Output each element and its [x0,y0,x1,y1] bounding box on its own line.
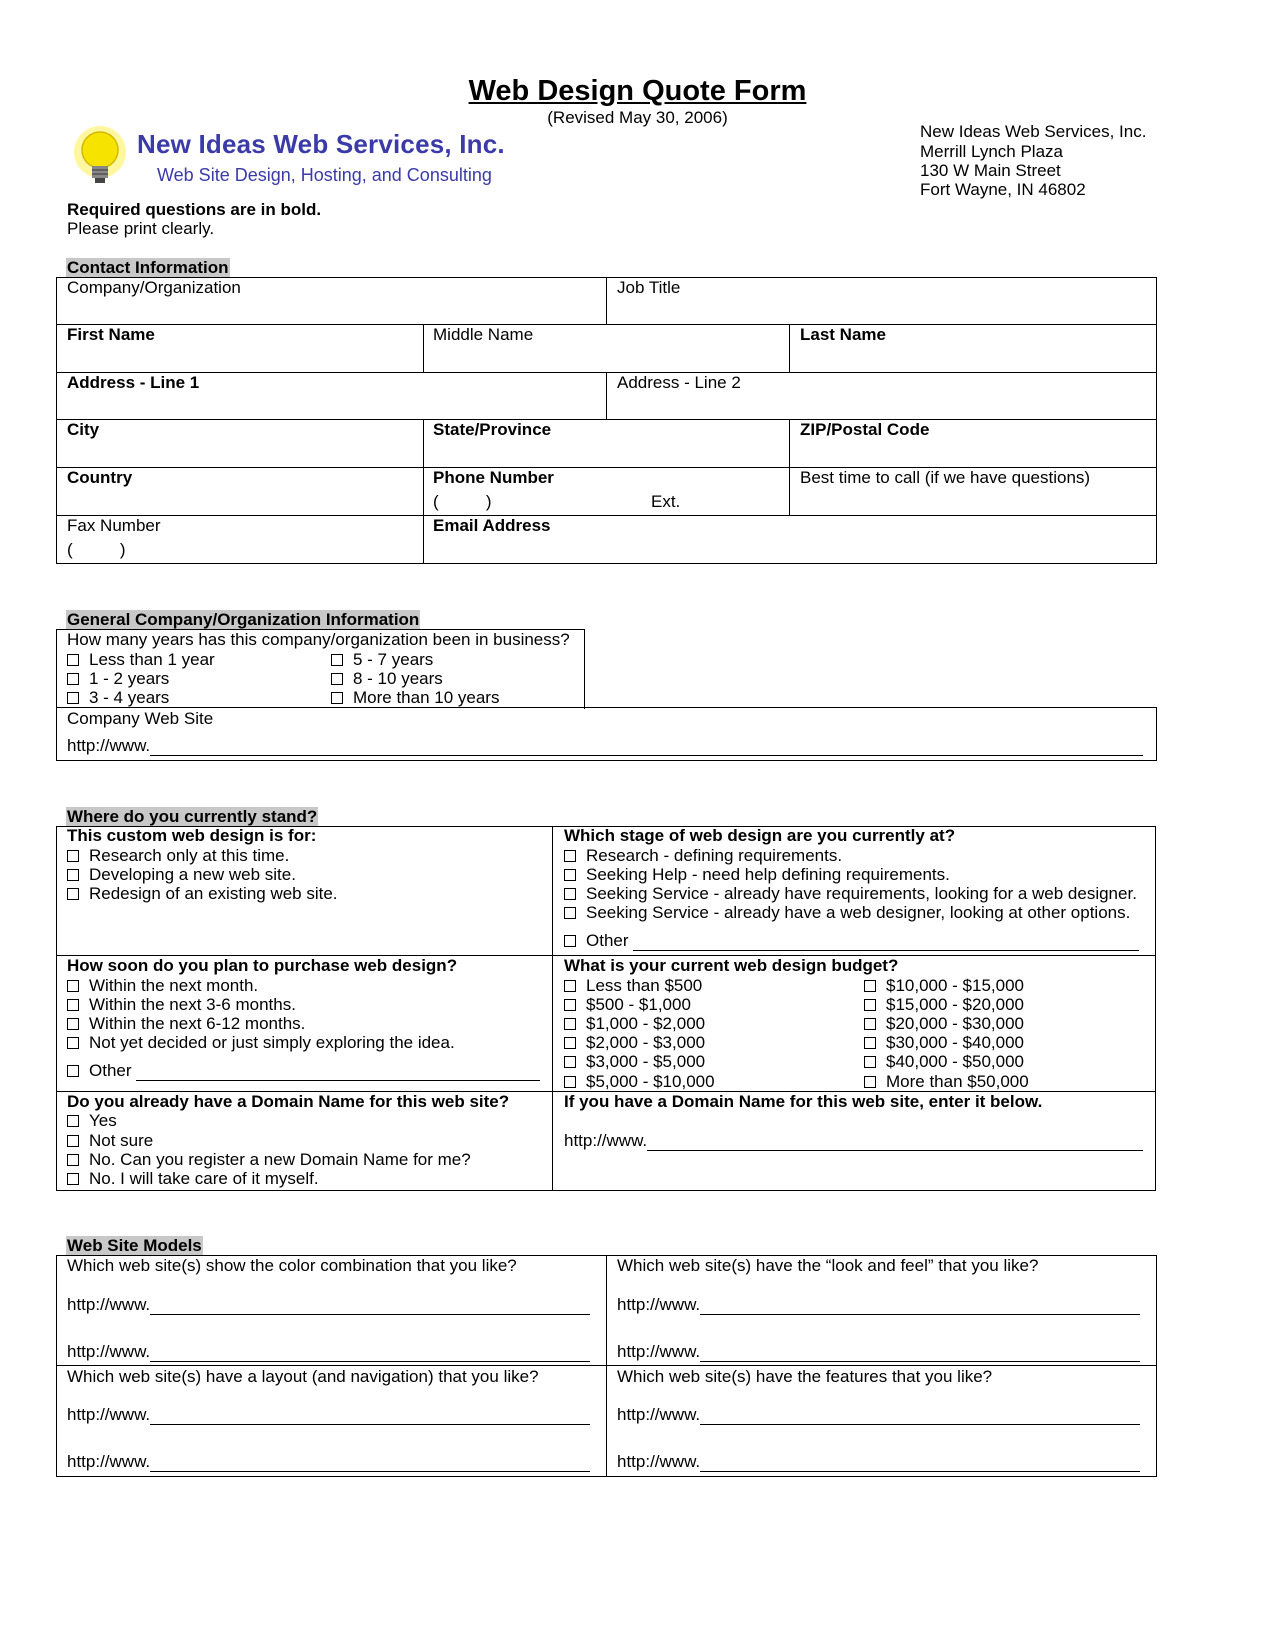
website-label: Company Web Site [67,709,214,728]
checkbox[interactable] [564,999,576,1011]
soon-question: How soon do you plan to purchase web design? [67,956,458,975]
checkbox[interactable] [564,850,576,862]
checkbox[interactable] [67,999,79,1011]
checkbox[interactable] [67,1173,79,1185]
domain-question: Do you already have a Domain Name for this web site? [67,1092,510,1111]
custom-question: This custom web design is for: [67,826,317,845]
checkbox[interactable] [564,869,576,881]
address-line-4: Fort Wayne, IN 46802 [920,180,1086,199]
checkbox[interactable] [67,654,79,666]
print-note: Please print clearly. [67,219,215,238]
required-note: Required questions are in bold. [67,200,322,219]
years-option[interactable]: 3 - 4 years [67,688,169,708]
best-time-field[interactable]: Best time to call (if we have questions) [800,468,1091,487]
budget-option[interactable]: $30,000 - $40,000 [864,1033,1024,1053]
stage-question: Which stage of web design are you currently at? [564,826,956,845]
revision-date: (Revised May 30, 2006) [547,108,728,127]
first-name-field[interactable]: First Name [67,325,155,344]
checkbox[interactable] [67,980,79,992]
checkbox[interactable] [864,980,876,992]
fax-field[interactable]: Fax Number [67,516,161,535]
company-field[interactable]: Company/Organization [67,278,241,297]
contact-heading: Contact Information [67,258,229,277]
city-field[interactable]: City [67,420,100,439]
checkbox[interactable] [564,980,576,992]
stage-option[interactable]: Seeking Service - already have requirements, looking for a web designer. [564,884,1137,904]
checkbox[interactable] [564,1037,576,1049]
budget-option[interactable]: More than $50,000 [864,1072,1029,1092]
stage-option[interactable]: Research - defining requirements. [564,846,842,866]
general-heading: General Company/Organization Information [67,610,420,629]
checkbox[interactable] [67,1065,79,1077]
features-url-field[interactable]: http://www. [617,1405,1140,1425]
layout-question: Which web site(s) have a layout (and navigation) that you like? [67,1367,539,1386]
stand-heading: Where do you currently stand? [67,807,318,826]
checkbox[interactable] [564,1076,576,1088]
soon-option[interactable]: Not yet decided or just simply exploring the idea. [67,1033,455,1053]
email-field[interactable]: Email Address [433,516,551,535]
models-heading: Web Site Models [67,1236,202,1255]
soon-option[interactable]: Within the next 3-6 months. [67,995,296,1015]
custom-option[interactable]: Research only at this time. [67,846,289,866]
soon-option[interactable]: Within the next 6-12 months. [67,1014,305,1034]
domain-option[interactable]: No. I will take care of it myself. [67,1169,319,1189]
checkbox[interactable] [564,888,576,900]
budget-question: What is your current web design budget? [564,956,899,975]
years-option[interactable]: Less than 1 year [67,650,215,670]
domain-option[interactable]: Not sure [67,1131,153,1151]
layout-url-field[interactable]: http://www. [67,1452,590,1472]
checkbox[interactable] [67,1115,79,1127]
color-question: Which web site(s) show the color combination that you like? [67,1256,517,1275]
checkbox[interactable] [67,869,79,881]
country-field[interactable]: Country [67,468,133,487]
last-name-field[interactable]: Last Name [800,325,886,344]
checkbox[interactable] [564,907,576,919]
logo-tagline: Web Site Design, Hosting, and Consulting [157,165,492,185]
checkbox[interactable] [864,1018,876,1030]
checkbox[interactable] [564,1056,576,1068]
years-option[interactable]: 5 - 7 years [331,650,433,670]
budget-option[interactable]: $10,000 - $15,000 [864,976,1024,996]
address-line-1: New Ideas Web Services, Inc. [920,122,1147,141]
features-question: Which web site(s) have the features that you like? [617,1367,993,1386]
budget-option[interactable]: $20,000 - $30,000 [864,1014,1024,1034]
job-title-field[interactable]: Job Title [617,278,681,297]
checkbox[interactable] [67,1135,79,1147]
state-field[interactable]: State/Province [433,420,552,439]
color-url-field[interactable]: http://www. [67,1342,590,1362]
checkbox[interactable] [331,654,343,666]
checkbox[interactable] [67,888,79,900]
website-url-field[interactable]: http://www. [67,736,1143,756]
years-question: How many years has this company/organization been in business? [67,630,570,649]
address1-field[interactable]: Address - Line 1 [67,373,200,392]
domain-option[interactable]: Yes [67,1111,117,1131]
checkbox[interactable] [67,673,79,685]
stage-option[interactable]: Seeking Service - already have a web designer, looking at other options. [564,903,1130,923]
middle-name-field[interactable]: Middle Name [433,325,534,344]
soon-option[interactable]: Within the next month. [67,976,258,996]
domain-option[interactable]: No. Can you register a new Domain Name for me? [67,1150,471,1170]
look-url-field[interactable]: http://www. [617,1342,1140,1362]
look-url-field[interactable]: http://www. [617,1295,1140,1315]
checkbox[interactable] [864,999,876,1011]
checkbox[interactable] [67,692,79,704]
address-line-3: 130 W Main Street [920,161,1061,180]
budget-option[interactable]: $3,000 - $5,000 [564,1052,705,1072]
custom-option[interactable]: Redesign of an existing web site. [67,884,338,904]
checkbox[interactable] [564,1018,576,1030]
phone-area-code: ( ) [433,492,492,511]
address-line-2: Merrill Lynch Plaza [920,142,1063,161]
domain-url-field[interactable]: http://www. [564,1131,1143,1151]
budget-option[interactable]: $2,000 - $3,000 [564,1033,705,1053]
soon-other-field[interactable]: Other [67,1061,540,1081]
address2-field[interactable]: Address - Line 2 [617,373,741,392]
years-option[interactable]: More than 10 years [331,688,499,708]
domain-enter-label: If you have a Domain Name for this web site, enter it below. [564,1092,1043,1111]
checkbox[interactable] [331,692,343,704]
budget-option[interactable]: $5,000 - $10,000 [564,1072,715,1092]
years-option[interactable]: 8 - 10 years [331,669,443,689]
logo-company-name: New Ideas Web Services, Inc. [137,129,505,159]
budget-option[interactable]: $15,000 - $20,000 [864,995,1024,1015]
lightbulb-icon [68,124,138,194]
checkbox[interactable] [864,1076,876,1088]
color-url-field[interactable]: http://www. [67,1295,590,1315]
stage-option[interactable]: Seeking Help - need help defining requirements. [564,865,950,885]
page-title: Web Design Quote Form [468,75,807,107]
look-question: Which web site(s) have the “look and feel” that you like? [617,1256,1039,1275]
checkbox[interactable] [67,1037,79,1049]
checkbox[interactable] [67,850,79,862]
zip-field[interactable]: ZIP/Postal Code [800,420,930,439]
budget-option[interactable]: $500 - $1,000 [564,995,691,1015]
checkbox[interactable] [864,1037,876,1049]
checkbox[interactable] [864,1056,876,1068]
phone-ext: Ext. [651,492,681,511]
budget-option[interactable]: $1,000 - $2,000 [564,1014,705,1034]
years-option[interactable]: 1 - 2 years [67,669,169,689]
checkbox[interactable] [331,673,343,685]
budget-option[interactable]: Less than $500 [564,976,702,996]
budget-option[interactable]: $40,000 - $50,000 [864,1052,1024,1072]
checkbox[interactable] [67,1018,79,1030]
checkbox[interactable] [564,935,576,947]
phone-field[interactable]: Phone Number [433,468,554,487]
checkbox[interactable] [67,1154,79,1166]
features-url-field[interactable]: http://www. [617,1452,1140,1472]
layout-url-field[interactable]: http://www. [67,1405,590,1425]
custom-option[interactable]: Developing a new web site. [67,865,296,885]
stage-other-field[interactable]: Other [564,931,1139,951]
fax-area-code: ( ) [67,540,126,559]
